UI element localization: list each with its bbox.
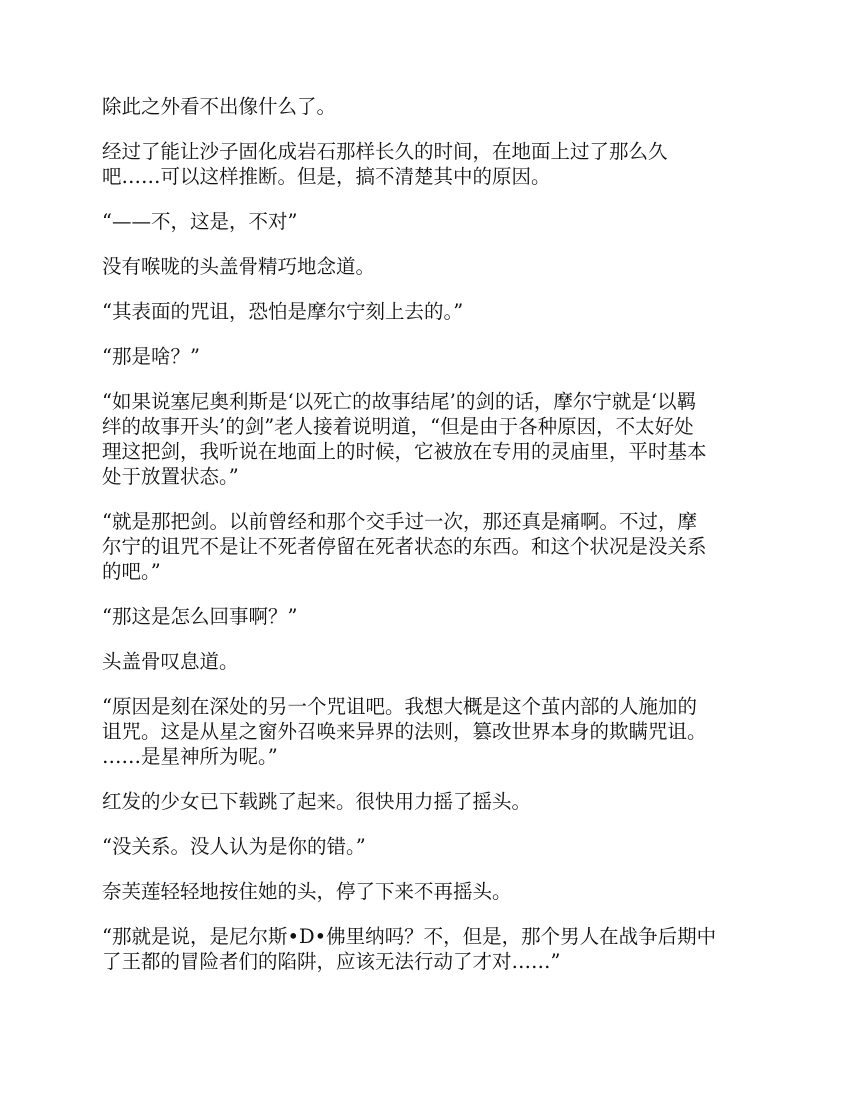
paragraph: “那这是怎么回事啊？”	[102, 605, 298, 628]
paragraph: 经过了能让沙子固化成岩石那样长久的时间，在地面上过了那么久 吧……可以这样推断。但是，搞不清楚其中的原因。	[102, 140, 668, 188]
paragraph: “其表面的咒诅，恐怕是摩尔宁刻上去的。”	[102, 300, 464, 323]
paragraph: “原因是刻在深处的另一个咒诅吧。我想大概是这个茧内部的人施加的 诅咒。这是从星之窗外召唤来异界的法则，篡改世界本身的欺瞒咒诅。 ……是星神所为呢。”	[102, 695, 707, 768]
paragraph: “如果说塞尼奥利斯是‘以死亡的故事结尾’的剑的话，摩尔宁就是‘以羁 绊的故事开头’的剑”老人接着说明道，“但是由于各种原因，不太好处 理这把剑，我听说在地面上的时候，它被放在专用的灵庙里，平时基本 处于放置状态。”	[102, 390, 707, 488]
paragraph: “就是那把剑。以前曾经和那个交手过一次，那还真是痛啊。不过，摩 尔宁的诅咒不是让不死者停留在死者状态的东西。和这个状况是没关系 的吧。”	[102, 510, 707, 583]
paragraph: “那就是说，是尼尔斯•D•佛里纳吗？不，但是，那个男人在战争后期中 了王都的冒险者们的陷阱，应该无法行动了才对……”	[102, 925, 717, 973]
paragraph: 除此之外看不出像什么了。	[102, 95, 337, 118]
document-page	[102, 94, 752, 994]
paragraph: “没关系。没人认为是你的错。”	[102, 835, 366, 858]
paragraph: 奈芙莲轻轻地按住她的头，停了下来不再摇头。	[102, 880, 512, 903]
paragraph: “——不，这是，不对”	[102, 210, 298, 233]
paragraph: “那是啥？”	[102, 345, 200, 368]
paragraph: 红发的少女已下载跳了起来。很快用力摇了摇头。	[102, 790, 532, 813]
paragraph: 头盖骨叹息道。	[102, 650, 239, 673]
paragraph: 没有喉咙的头盖骨精巧地念道。	[102, 255, 376, 278]
